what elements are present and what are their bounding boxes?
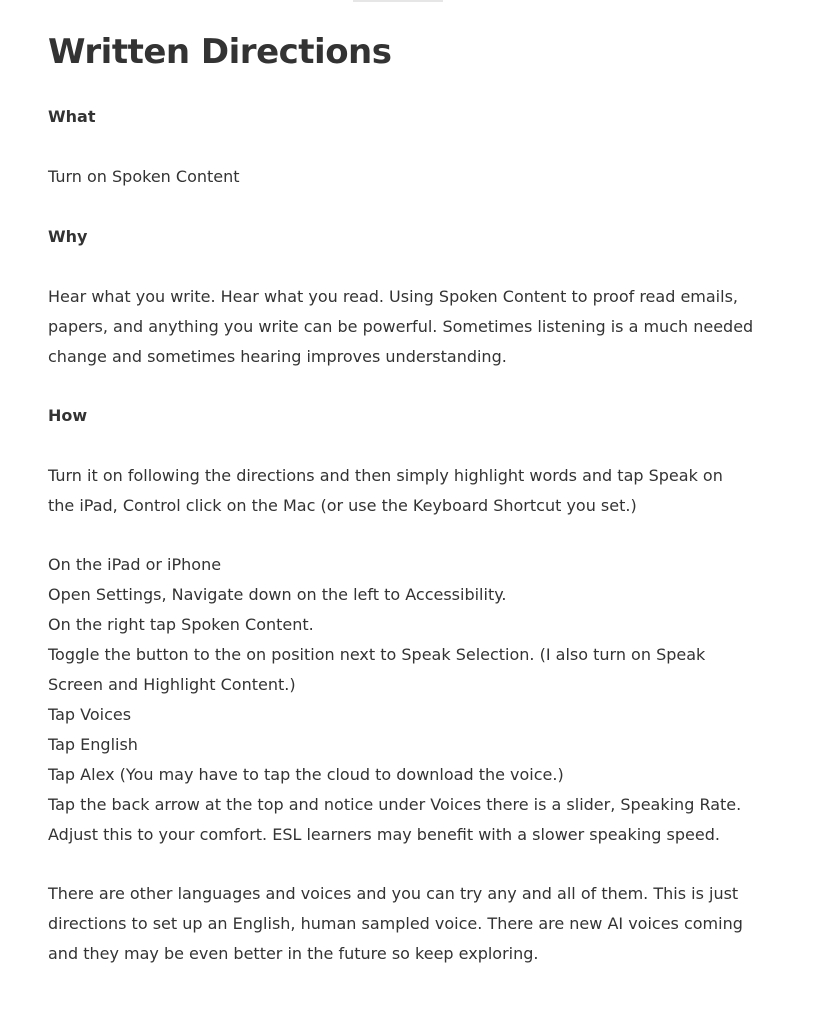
what-text (48, 162, 788, 192)
why-paragraph (48, 282, 788, 372)
how-intro-paragraph (48, 461, 788, 521)
how-closing-line: and they may be even better in the future so keep exploring. (48, 944, 539, 963)
how-closing-line: directions to set up an English, human sampled voice. There are new AI voices coming (48, 914, 743, 933)
how-step-line: Tap Alex (You may have to tap the cloud to download the voice.) (48, 765, 564, 784)
why-line: change and sometimes hearing improves understanding. (48, 347, 507, 366)
how-step-line: On the right tap Spoken Content. (48, 615, 314, 634)
how-step-line: Screen and Highlight Content.) (48, 675, 296, 694)
how-step-line: Open Settings, Navigate down on the left to Accessibility. (48, 585, 507, 604)
how-step-line: Adjust this to your comfort. ESL learners may benefit with a slower speaking speed. (48, 825, 720, 844)
why-line: Hear what you write. Hear what you read. Using Spoken Content to proof read emails, (48, 287, 738, 306)
how-step-line: Tap English (48, 735, 138, 754)
how-intro-line: the iPad, Control click on the Mac (or use the Keyboard Shortcut you set.) (48, 496, 637, 515)
why-line: papers, and anything you write can be powerful. Sometimes listening is a much needed (48, 317, 754, 336)
how-steps-paragraph (48, 550, 788, 850)
what-text-line: Turn on Spoken Content (48, 167, 240, 186)
page-title: Written Directions (48, 32, 392, 72)
how-step-line: On the iPad or iPhone (48, 555, 222, 574)
what-heading: What (48, 107, 96, 126)
how-step-line: Tap Voices (48, 705, 132, 724)
how-heading: How (48, 406, 88, 425)
why-heading: Why (48, 227, 88, 246)
how-step-line: Toggle the button to the on position next to Speak Selection. (I also turn on Speak (48, 645, 706, 664)
top-divider (353, 0, 443, 2)
how-closing-paragraph (48, 879, 788, 969)
how-step-line: Tap the back arrow at the top and notice under Voices there is a slider, Speaking Rate. (48, 795, 742, 814)
how-closing-line: There are other languages and voices and you can try any and all of them. This is just (48, 884, 739, 903)
how-intro-line: Turn it on following the directions and then simply highlight words and tap Speak on (48, 466, 723, 485)
